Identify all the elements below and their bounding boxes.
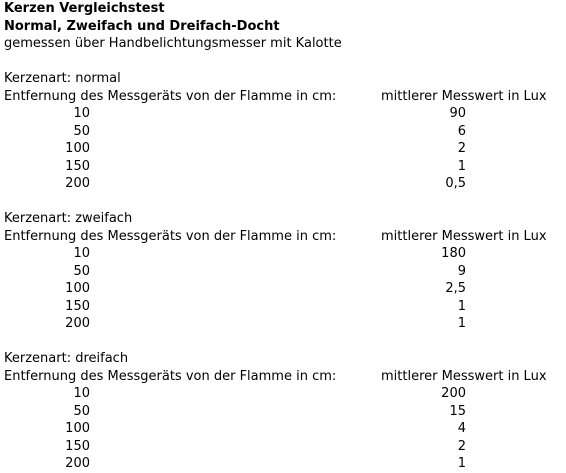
value-cell: 1 <box>457 316 466 331</box>
document-subtitle: Normal, Zweifach und Dreifach-Docht <box>4 18 280 34</box>
distance-cell: 150 <box>65 158 90 174</box>
distance-header: Entfernung des Messgeräts von der Flamme in cm: <box>4 88 337 104</box>
table-row <box>4 315 564 333</box>
table-row <box>4 140 564 158</box>
section-label: Kerzenart: dreifach <box>4 351 129 366</box>
table-row <box>4 245 564 263</box>
table-row <box>4 105 564 123</box>
table-row <box>4 403 564 421</box>
document-title: Kerzen Vergleichstest <box>4 1 165 16</box>
distance-cell: 50 <box>73 403 90 419</box>
distance-cell: 100 <box>65 141 90 156</box>
distance-cell: 50 <box>73 123 90 139</box>
spacer <box>4 333 564 351</box>
distance-cell: 150 <box>65 438 90 454</box>
value-cell: 1 <box>457 298 466 314</box>
value-cell: 180 <box>441 246 466 261</box>
section-label: Kerzenart: normal <box>4 71 121 86</box>
column-header-row <box>4 228 564 246</box>
distance-cell: 200 <box>65 456 90 471</box>
distance-header: Entfernung des Messgeräts von der Flamme in cm: <box>4 368 337 384</box>
table-row <box>4 123 564 141</box>
column-header-row <box>4 368 564 386</box>
table-row <box>4 385 564 403</box>
document <box>4 0 564 473</box>
table-row <box>4 175 564 193</box>
distance-cell: 10 <box>73 106 90 121</box>
value-cell: 2 <box>457 438 466 454</box>
value-cell: 4 <box>457 421 466 436</box>
value-header: mittlerer Messwert in Lux <box>381 368 547 384</box>
value-header: mittlerer Messwert in Lux <box>381 88 547 104</box>
value-cell: 15 <box>449 403 466 419</box>
value-cell: 9 <box>457 263 466 279</box>
spacer <box>4 53 564 71</box>
table-row <box>4 455 564 473</box>
distance-cell: 50 <box>73 263 90 279</box>
distance-cell: 10 <box>73 246 90 261</box>
column-header-row <box>4 88 564 106</box>
value-cell: 2 <box>457 141 466 156</box>
distance-cell: 100 <box>65 421 90 436</box>
distance-header: Entfernung des Messgeräts von der Flamme in cm: <box>4 228 337 244</box>
section-zweifach <box>4 210 564 333</box>
distance-cell: 100 <box>65 281 90 296</box>
section-normal <box>4 70 564 193</box>
spacer <box>4 193 564 211</box>
table-row <box>4 158 564 176</box>
table-row <box>4 263 564 281</box>
value-cell: 200 <box>441 386 466 401</box>
table-row <box>4 280 564 298</box>
distance-cell: 150 <box>65 298 90 314</box>
value-header: mittlerer Messwert in Lux <box>381 228 547 244</box>
value-cell: 90 <box>449 106 466 121</box>
value-cell: 1 <box>457 158 466 174</box>
value-cell: 1 <box>457 456 466 471</box>
table-row <box>4 438 564 456</box>
distance-cell: 200 <box>65 176 90 191</box>
measurement-note: gemessen über Handbelichtungsmesser mit Kalotte <box>4 36 342 51</box>
section-label: Kerzenart: zweifach <box>4 211 133 226</box>
value-cell: 6 <box>457 123 466 139</box>
distance-cell: 200 <box>65 316 90 331</box>
table-row <box>4 298 564 316</box>
table-row <box>4 420 564 438</box>
value-cell: 0,5 <box>445 176 466 191</box>
distance-cell: 10 <box>73 386 90 401</box>
value-cell: 2,5 <box>445 281 466 296</box>
section-dreifach <box>4 350 564 473</box>
